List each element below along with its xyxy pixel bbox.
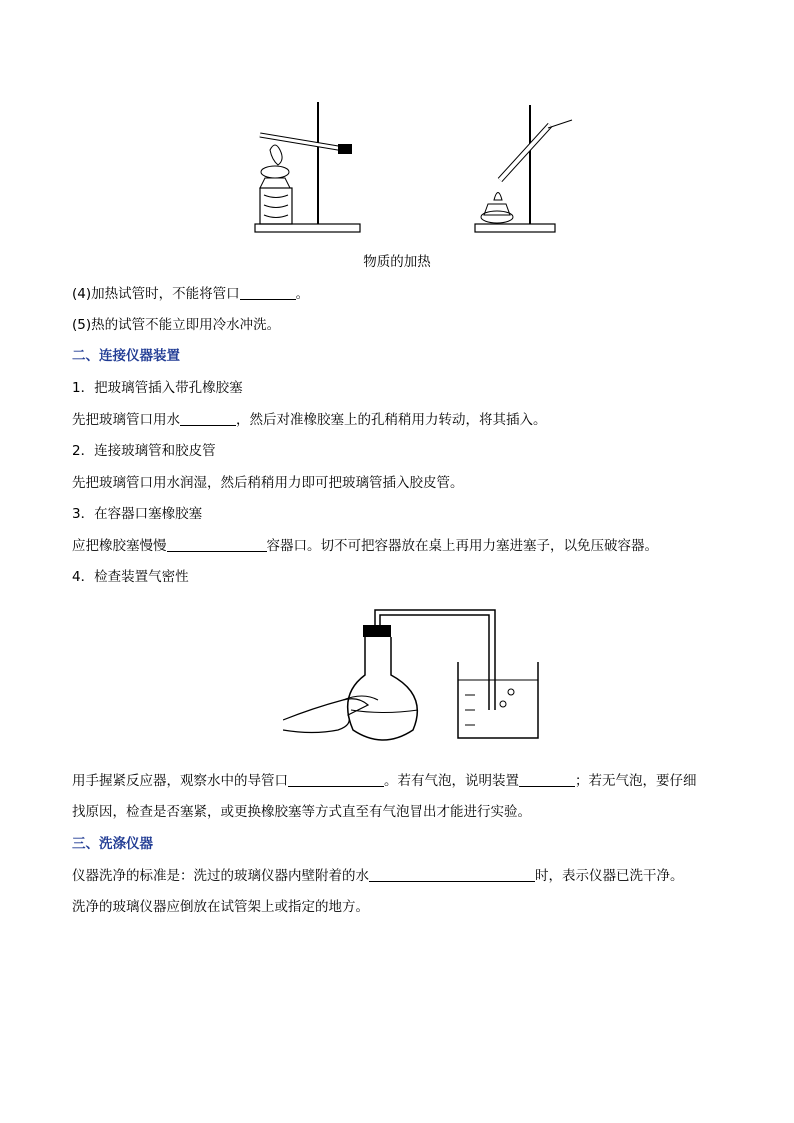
- fill-blank[interactable]: [167, 537, 267, 552]
- subheading: 1．把玻璃管插入带孔橡胶塞: [72, 380, 243, 396]
- item-4: (4)加热试管时，不能将管口 。: [72, 286, 310, 302]
- figure-caption: 物质的加热: [363, 254, 431, 270]
- fill-blank[interactable]: [369, 867, 535, 882]
- paragraph: 仪器洗净的标准是：洗过的玻璃仪器内壁附着的水 时，表示仪器已洗干净。: [72, 868, 684, 884]
- subheading: 2．连接玻璃管和胶皮管: [72, 443, 216, 459]
- heating-figure-left: [250, 100, 370, 235]
- airtightness-figure: [283, 600, 553, 750]
- paragraph: 找原因，检查是否塞紧，或更换橡胶塞等方式直至有气泡冒出才能进行实验。: [72, 804, 531, 820]
- section-heading: 三、洗涤仪器: [72, 836, 153, 852]
- paragraph: 洗净的玻璃仪器应倒放在试管架上或指定的地方。: [72, 899, 369, 915]
- fill-blank[interactable]: [180, 411, 236, 426]
- heating-figure-right: [470, 100, 580, 235]
- section-heading: 二、连接仪器装置: [72, 348, 180, 364]
- item-5: (5)热的试管不能立即用冷水冲洗。: [72, 317, 281, 333]
- fill-blank[interactable]: [288, 772, 384, 787]
- paragraph: 先把玻璃管口用水润湿，然后稍稍用力即可把玻璃管插入胶皮管。: [72, 475, 464, 491]
- paragraph: 先把玻璃管口用水 ，然后对准橡胶塞上的孔稍稍用力转动，将其插入。: [72, 412, 547, 428]
- paragraph: 应把橡胶塞慢慢 容器口。切不可把容器放在桌上再用力塞进塞子，以免压破容器。: [72, 538, 658, 554]
- paragraph: 用手握紧反应器，观察水中的导管口 。若有气泡，说明装置 ；若无气泡，要仔细: [72, 773, 697, 789]
- fill-blank[interactable]: [519, 772, 575, 787]
- subheading: 3．在容器口塞橡胶塞: [72, 506, 203, 522]
- subheading: 4．检查装置气密性: [72, 569, 189, 585]
- fill-blank[interactable]: [240, 285, 296, 300]
